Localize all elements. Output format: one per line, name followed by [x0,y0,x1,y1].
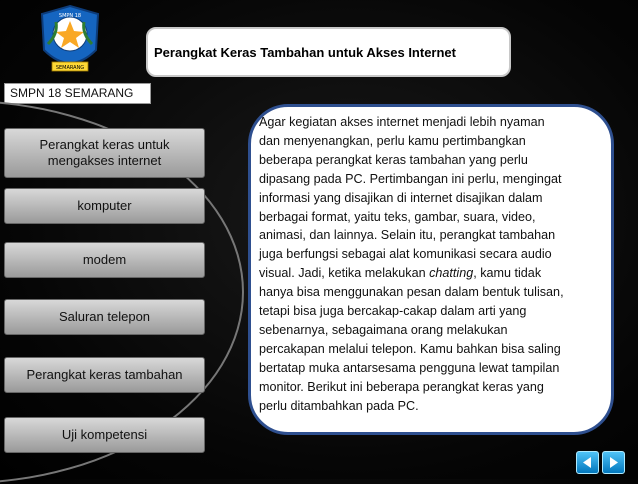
next-slide-button[interactable] [602,451,625,474]
menu-item-perangkat-keras-akses[interactable] [4,128,205,178]
menu-item-label: Perangkat keras untuk mengakses internet [39,137,170,168]
menu-item-saluran-telepon[interactable] [4,299,205,335]
menu-item-komputer[interactable] [4,188,205,224]
forward-icon [603,452,624,473]
content-text-part1: Agar kegiatan akses internet menjadi lebih nyaman dan menyenangkan, perlu kamu pertimbangkan beberapa perangkat keras tambahan yang perlu dipasang pada PC. Pertimbangan ini perlu, mengingat informasi yang disajikan di internet disajikan dalam berbagai format, yaitu teks, gambar, suara, video, animasi, dan lainnya. Selain itu, perangkat tambahan juga berfungsi sebagai alat komunikasi secara audio visual. Jadi, ketika melakukan [259,115,562,281]
prev-slide-button[interactable] [576,451,599,474]
menu-item-label: Perangkat keras tambahan [26,367,183,382]
content-text [259,113,597,416]
school-logo-emblem [36,4,104,78]
page-title [146,27,511,77]
menu-item-label: Saluran telepon [58,309,151,324]
menu-item-label: komputer [77,198,132,213]
menu-item-label: modem [82,252,127,267]
menu-item-modem[interactable] [4,242,205,278]
menu-item-uji-kompetensi[interactable] [4,417,205,453]
school-name-label: SMPN 18 SEMARANG [4,83,151,104]
content-text-italic: chatting [429,266,474,281]
school-logo [36,4,104,78]
page-title-text: Perangkat Keras Tambahan untuk Akses Internet [154,44,456,60]
content-panel [248,104,614,435]
content-text-part2: , kamu tidak hanya bisa menggunakan pesan dalam bentuk tulisan, tetapi bisa juga bercakap-cakap dalam arti yang sebenarnya, sebagaimana orang melakukan percakapan melalui telepon. Kamu bahkan bisa saling bertatap muka antarsesama pengguna lewat tampilan monitor. Berikut ini beberapa perangkat keras yang perlu ditambahkan pada PC. [259,266,564,413]
svg-text:SEMARANG: SEMARANG [55,65,85,71]
menu-item-label: Uji kompetensi [61,427,148,442]
back-icon [577,452,598,473]
menu-item-perangkat-keras-tambahan[interactable] [4,357,205,393]
svg-text:SMPN 18: SMPN 18 [58,13,82,19]
